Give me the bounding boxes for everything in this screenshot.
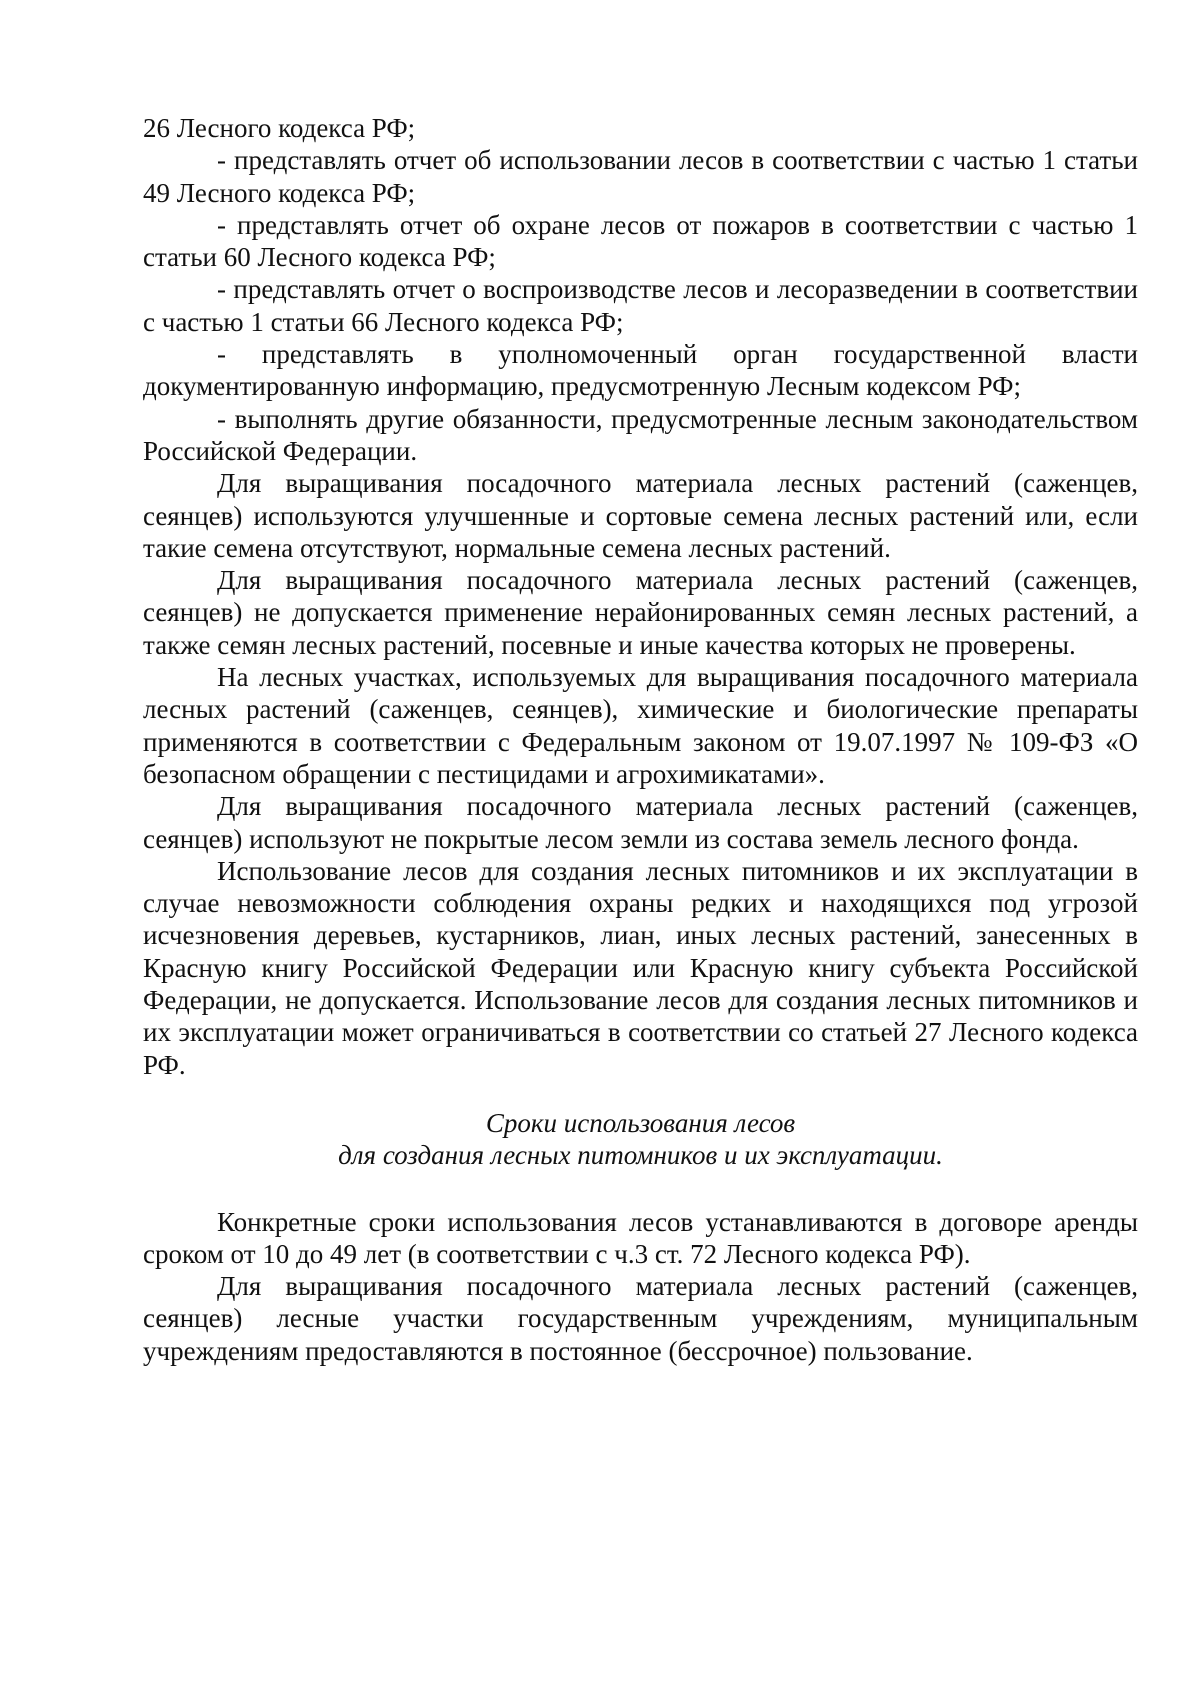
paragraph-red-book-restriction: Использование лесов для создания лесных питомников и их эксплуатации в случае невозможности соблюдения охраны редких и находящихся под угрозой исчезновения деревьев, кустарников, лиан, иных лесных растений, занесенных в Красную книгу Российской Федерации или Красную книгу субъекта Российской Федерации, не допускается. Использование лесов для создания лесных питомников и их эксплуатации может ограничиваться в соответствии со статьей 27 Лесного кодекса РФ.	[143, 855, 1138, 1080]
section-heading-line-2: для создания лесных питомников и их эксплуатации.	[338, 1140, 943, 1171]
duty-item-reproduction-report: - представлять отчет о воспроизводстве лесов и лесоразведении в соответствии с частью 1 статьи 66 Лесного кодекса РФ;	[143, 274, 1138, 337]
paragraph-non-zoned-seeds: Для выращивания посадочного материала лесных растений (саженцев, сеянцев) не допускается применение нерайонированных семян лесных растений, а также семян лесных растений, посевные и иные качества которых не проверены.	[143, 565, 1138, 660]
duty-item-other-obligations: - выполнять другие обязанности, предусмотренные лесным законодательством Российской Федерации.	[143, 403, 1138, 466]
section-heading-line-1: Сроки использования лесов	[485, 1107, 796, 1138]
paragraph-permanent-use: Для выращивания посадочного материала лесных растений (саженцев, сеянцев) лесные участки государственным учреждениям, муниципальным учреждениям предоставляются в постоянное (бессрочное) пользование.	[143, 1271, 1138, 1366]
paragraph-improved-seeds: Для выращивания посадочного материала лесных растений (саженцев, сеянцев) используются улучшенные и сортовые семена лесных растений или, если такие семена отсутствуют, нормальные семена лесных растений.	[143, 468, 1138, 563]
paragraph-non-forested-lands: Для выращивания посадочного материала лесных растений (саженцев, сеянцев) используют не покрытые лесом земли из состава земель лесного фонда.	[143, 791, 1138, 854]
document-body	[143, 112, 1138, 1367]
duty-item-forest-use-report: - представлять отчет об использовании лесов в соответствии с частью 1 статьи 49 Лесного кодекса РФ;	[143, 145, 1138, 208]
duty-item-documented-information: - представлять в уполномоченный орган государственной власти документированную информацию, предусмотренную Лесным кодексом РФ;	[143, 339, 1138, 402]
section-heading	[143, 1107, 1138, 1172]
paragraph-lease-terms: Конкретные сроки использования лесов устанавливаются в договоре аренды сроком от 10 до 49 лет (в соответствии с ч.3 ст. 72 Лесного кодекса РФ).	[143, 1206, 1138, 1269]
paragraph-continuation: 26 Лесного кодекса РФ;	[143, 113, 416, 143]
duty-item-fire-protection-report: - представлять отчет об охране лесов от пожаров в соответствии с частью 1 статьи 60 Лесного кодекса РФ;	[143, 209, 1138, 273]
paragraph-chemical-preparations: На лесных участках, используемых для выращивания посадочного материала лесных растений (саженцев, сеянцев), химические и биологические препараты применяются в соответствии с Федеральным законом от 19.07.1997 № 109-ФЗ «О безопасном обращении с пестицидами и агрохимикатами».	[143, 662, 1138, 789]
